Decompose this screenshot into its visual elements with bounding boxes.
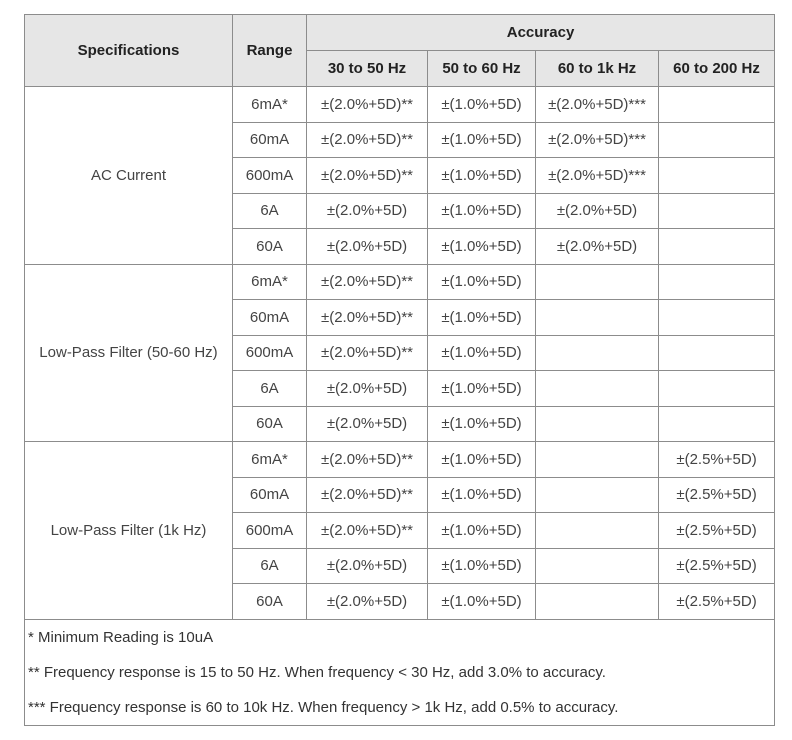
footnotes — [25, 619, 775, 725]
header-specifications: Specifications — [25, 15, 233, 87]
accuracy-cell — [536, 264, 659, 300]
spec-table — [24, 14, 775, 726]
accuracy-cell — [536, 442, 659, 478]
footnote: *** Frequency response is 60 to 10k Hz. When frequency > 1k Hz, add 0.5% to accuracy. — [28, 698, 619, 716]
group-label: Low-Pass Filter (1k Hz) — [25, 442, 233, 620]
footnote: ** Frequency response is 15 to 50 Hz. When frequency < 30 Hz, add 3.0% to accuracy. — [28, 663, 606, 681]
accuracy-cell: ±(2.0%+5D)*** — [536, 87, 659, 123]
accuracy-cell — [659, 193, 775, 229]
footnote: * Minimum Reading is 10uA — [28, 628, 214, 646]
accuracy-cell: ±(1.0%+5D) — [428, 548, 536, 584]
accuracy-cell: ±(2.0%+5D)** — [307, 264, 428, 300]
accuracy-cell — [536, 548, 659, 584]
range-cell: 60mA — [233, 122, 307, 158]
accuracy-cell: ±(2.0%+5D)** — [307, 87, 428, 123]
accuracy-cell: ±(2.0%+5D) — [307, 229, 428, 265]
range-cell: 60A — [233, 406, 307, 442]
range-cell: 6A — [233, 548, 307, 584]
accuracy-cell: ±(2.0%+5D) — [536, 193, 659, 229]
accuracy-cell — [659, 406, 775, 442]
group-label: Low-Pass Filter (50-60 Hz) — [25, 264, 233, 442]
accuracy-cell — [659, 229, 775, 265]
range-cell: 6mA* — [233, 87, 307, 123]
range-cell: 600mA — [233, 158, 307, 194]
accuracy-cell — [659, 371, 775, 407]
accuracy-cell: ±(2.0%+5D)** — [307, 300, 428, 336]
header-band: 30 to 50 Hz — [307, 51, 428, 87]
accuracy-cell — [659, 158, 775, 194]
accuracy-cell: ±(2.0%+5D)** — [307, 122, 428, 158]
accuracy-cell — [659, 87, 775, 123]
table-header — [25, 15, 775, 87]
header-range: Range — [233, 15, 307, 87]
accuracy-cell: ±(1.0%+5D) — [428, 406, 536, 442]
accuracy-cell — [536, 371, 659, 407]
accuracy-cell: ±(2.0%+5D) — [307, 193, 428, 229]
accuracy-cell: ±(2.0%+5D)** — [307, 477, 428, 513]
range-cell: 60mA — [233, 300, 307, 336]
accuracy-cell: ±(2.0%+5D) — [307, 584, 428, 620]
accuracy-cell — [536, 584, 659, 620]
accuracy-cell: ±(1.0%+5D) — [428, 300, 536, 336]
accuracy-cell: ±(1.0%+5D) — [428, 122, 536, 158]
range-cell: 6mA* — [233, 442, 307, 478]
accuracy-cell: ±(1.0%+5D) — [428, 442, 536, 478]
table-footer — [25, 619, 775, 725]
accuracy-cell: ±(2.0%+5D) — [307, 371, 428, 407]
accuracy-cell: ±(2.0%+5D)** — [307, 158, 428, 194]
header-band: 60 to 200 Hz — [659, 51, 775, 87]
accuracy-cell: ±(2.0%+5D)*** — [536, 158, 659, 194]
table-row — [25, 264, 775, 300]
accuracy-cell: ±(2.0%+5D) — [536, 229, 659, 265]
range-cell: 6A — [233, 193, 307, 229]
accuracy-cell: ±(1.0%+5D) — [428, 335, 536, 371]
accuracy-cell: ±(2.0%+5D)** — [307, 442, 428, 478]
accuracy-cell: ±(1.0%+5D) — [428, 87, 536, 123]
accuracy-cell — [659, 264, 775, 300]
accuracy-cell: ±(2.0%+5D)** — [307, 513, 428, 549]
accuracy-cell — [536, 477, 659, 513]
range-cell: 600mA — [233, 335, 307, 371]
accuracy-cell: ±(2.0%+5D) — [307, 406, 428, 442]
header-band: 50 to 60 Hz — [428, 51, 536, 87]
accuracy-cell: ±(1.0%+5D) — [428, 513, 536, 549]
range-cell: 6mA* — [233, 264, 307, 300]
accuracy-cell: ±(2.5%+5D) — [659, 584, 775, 620]
accuracy-cell: ±(2.5%+5D) — [659, 477, 775, 513]
accuracy-cell: ±(2.0%+5D) — [307, 548, 428, 584]
table-body — [25, 87, 775, 620]
table-row — [25, 442, 775, 478]
accuracy-cell: ±(2.0%+5D)*** — [536, 122, 659, 158]
accuracy-cell — [536, 300, 659, 336]
accuracy-cell — [536, 513, 659, 549]
header-band: 60 to 1k Hz — [536, 51, 659, 87]
accuracy-cell: ±(2.0%+5D)** — [307, 335, 428, 371]
accuracy-cell: ±(2.5%+5D) — [659, 513, 775, 549]
accuracy-cell — [659, 300, 775, 336]
accuracy-cell: ±(2.5%+5D) — [659, 442, 775, 478]
accuracy-cell: ±(2.5%+5D) — [659, 548, 775, 584]
range-cell: 60mA — [233, 477, 307, 513]
group-label: AC Current — [25, 87, 233, 265]
accuracy-cell: ±(1.0%+5D) — [428, 264, 536, 300]
header-accuracy: Accuracy — [307, 15, 775, 51]
accuracy-cell: ±(1.0%+5D) — [428, 158, 536, 194]
accuracy-cell — [659, 335, 775, 371]
accuracy-cell: ±(1.0%+5D) — [428, 193, 536, 229]
table-row — [25, 87, 775, 123]
accuracy-cell — [659, 122, 775, 158]
range-cell: 600mA — [233, 513, 307, 549]
range-cell: 60A — [233, 584, 307, 620]
range-cell: 6A — [233, 371, 307, 407]
accuracy-cell — [536, 335, 659, 371]
accuracy-cell: ±(1.0%+5D) — [428, 477, 536, 513]
accuracy-cell: ±(1.0%+5D) — [428, 371, 536, 407]
accuracy-cell — [536, 406, 659, 442]
range-cell: 60A — [233, 229, 307, 265]
accuracy-cell: ±(1.0%+5D) — [428, 584, 536, 620]
accuracy-cell: ±(1.0%+5D) — [428, 229, 536, 265]
